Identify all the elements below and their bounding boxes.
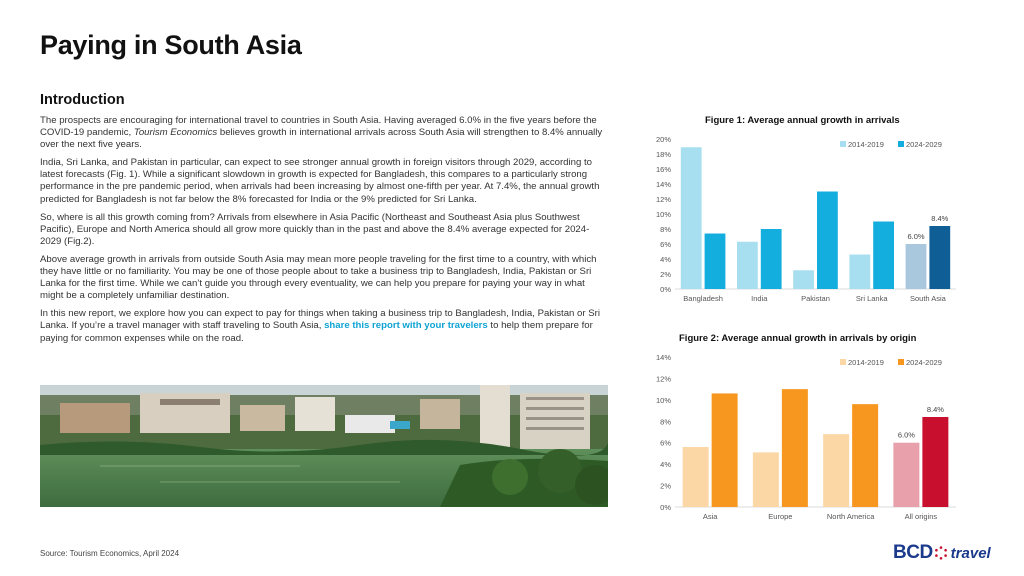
y-tick-label: 12% [655,195,671,204]
legend-label: 2014-2019 [848,358,884,367]
bar-series-2 [817,192,838,290]
paragraph-5-part-a: In this new report, we explore how you can expect to pay for things when taking a business trip to Bangladesh, India, Pakistan or Sri Lanka. If you’re a travel manager with staff traveling to South Asia, [40,308,600,332]
y-tick-label: 2% [660,270,671,279]
y-tick-label: 14% [655,180,671,189]
y-tick-label: 0% [660,503,671,512]
bar-series-1 [753,452,779,507]
legend-label: 2014-2019 [848,140,884,149]
y-tick-label: 20% [655,135,671,144]
intro-text [40,115,608,351]
bar-series-2 [929,226,950,289]
paragraph-5 [40,308,608,344]
data-label: 6.0% [897,430,915,440]
bar-series-2 [873,222,894,290]
y-tick-label: 10% [655,395,671,405]
paragraph-1-part-a: The prospects are encouraging for international travel to countries in South Asia. Having averaged 6.0% in the five years before the COVID-19 pandemic, [40,115,597,139]
x-tick-label: South Asia [909,294,946,303]
figure-1-chart [645,132,960,310]
y-tick-label: 8% [660,417,671,427]
y-tick-label: 14% [655,353,671,362]
bcd-travel-logo [893,540,991,566]
bar-series-2 [782,389,808,507]
y-tick-label: 16% [655,165,671,174]
x-tick-label: Asia [702,512,718,521]
y-tick-label: 4% [660,460,671,470]
x-tick-label: Sri Lanka [855,294,888,303]
x-tick-label: India [751,294,768,303]
x-tick-label: Pakistan [801,294,830,303]
y-tick-label: 6% [660,438,671,448]
paragraph-5-part-b: to help them prepare for paying for common expenses while on the road. [40,320,593,344]
data-label: 8.4% [926,405,944,414]
y-tick-label: 6% [660,240,671,249]
y-tick-label: 0% [660,285,671,294]
logo-suffix: travel [950,544,991,562]
y-tick-label: 18% [655,150,671,159]
legend-swatch [840,359,846,365]
page-title: Paying in South Asia [40,30,302,60]
paragraph-1-emphasis: Tourism Economics [133,127,218,139]
bar-series-2 [761,229,782,289]
legend-swatch [898,141,904,147]
paragraph-2: India, Sri Lanka, and Pakistan in particular, can expect to see stronger annual growth in foreign visitors through 2029, according to latest forecasts (Fig. 1). While a significant slowdown in growth is expected for Bangladesh, this compares to a particularly strong performance in the pre pandemic period, when arrivals had been increasing by almost one-fifth per year. At 7.4%, the annual growth predicted for Bangladesh is not far below the 8% forecasted for India or the 9% predicted for Sri Lanka. [40,157,600,205]
x-tick-label: North America [826,512,875,521]
y-tick-label: 10% [655,210,671,219]
paragraph-3: So, where is all this growth coming from? Arrivals from elsewhere in Asia Pacific (Northeast and Southeast Asia plus Southwest Pacific), Europe and North America should all grow more quickly than in the past and above the 8.4% average expected for 2024-2029 (Fig.2). [40,211,590,247]
bar-series-2 [712,393,738,507]
bar-series-2 [922,417,948,507]
logo-dots-icon [934,546,948,560]
bar-series-2 [852,404,878,507]
bar-series-1 [793,270,814,289]
y-tick-label: 4% [660,255,671,264]
legend-label: 2024-2029 [906,358,942,367]
data-label: 8.4% [931,214,949,223]
x-tick-label: Bangladesh [683,294,723,303]
legend-swatch [898,359,904,365]
data-label: 6.0% [907,232,925,241]
x-tick-label: Europe [768,512,793,521]
paragraph-4: Above average growth in arrivals from outside South Asia may mean more people traveling for the first time to a country, with which they have little or no familiarity. You may be one of those people about to take a business trip to Bangladesh, India, Pakistan or Sri Lanka for the first time. While we can’t guide you through every eventuality, we can help you prepare for paying your way in what might be a completely unfamiliar destination. [40,253,597,302]
bar-series-1 [849,255,870,290]
logo-brand: BCD [893,542,933,563]
y-tick-label: 12% [655,374,671,384]
source-note: Source: Tourism Economics, April 2024 [40,549,180,558]
bar-series-2 [705,234,726,290]
bar-series-1 [681,147,702,289]
figure-2-title: Figure 2: Average annual growth in arrivals by origin [679,333,917,344]
section-heading: Introduction [40,92,125,108]
x-tick-label: All origins [904,512,938,521]
bar-series-1 [893,443,919,507]
legend-label: 2024-2029 [906,140,942,149]
city-photo [40,385,608,507]
paragraph-1-part-b: believes growth in international arrivals across South Asia will strengthen to 8.4% annually over the next five years. [40,127,603,151]
bar-series-1 [737,242,758,289]
paragraph-1 [40,115,608,151]
legend-swatch [840,141,846,147]
colombo-skyline-image [40,385,608,507]
y-tick-label: 2% [660,481,671,491]
figure-2-chart [645,350,960,528]
bar-series-1 [906,244,927,289]
figure-1-title: Figure 1: Average annual growth in arrivals [705,115,900,126]
share-report-link[interactable]: share this report with your travelers [324,320,488,332]
bar-series-1 [683,447,709,507]
y-tick-label: 8% [660,225,671,234]
bar-series-1 [823,434,849,507]
